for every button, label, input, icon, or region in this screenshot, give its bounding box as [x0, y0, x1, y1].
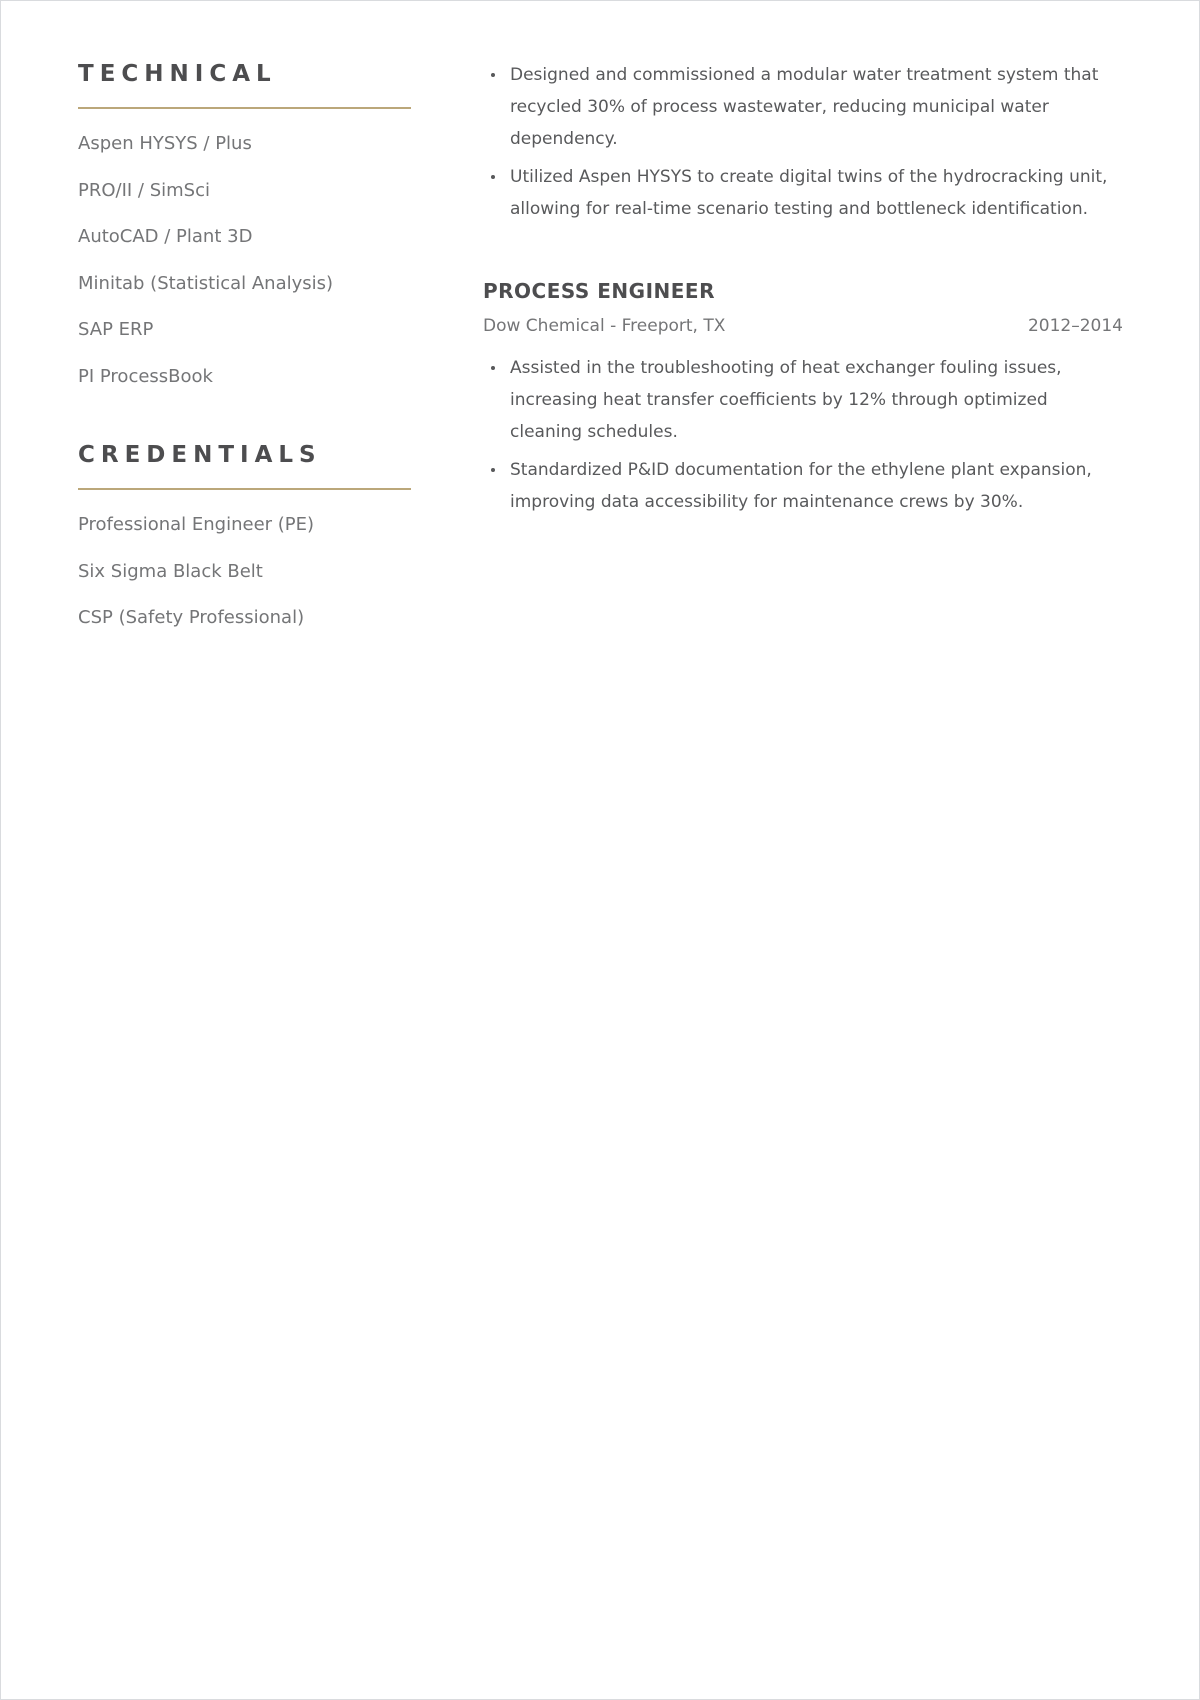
credentials-list [78, 512, 411, 631]
experience-bullet: Standardized P&ID documentation for the ethylene plant expansion, improving data accessibility for maintenance crews by 30%. [483, 454, 1123, 518]
technical-item: Minitab (Statistical Analysis) [78, 272, 334, 294]
job-bullet-list [483, 352, 1123, 518]
credential-item: CSP (Safety Professional) [78, 607, 305, 628]
technical-item: Aspen HYSYS / Plus [78, 133, 252, 154]
credentials-section [78, 440, 411, 631]
job-dates: 2012–2014 [1027, 316, 1123, 336]
technical-item: SAP ERP [78, 319, 154, 340]
sidebar [78, 59, 411, 652]
technical-heading: TECHNICAL [78, 61, 277, 87]
technical-section [78, 59, 411, 390]
technical-item: PRO/II / SimSci [78, 179, 211, 201]
technical-item: PI ProcessBook [78, 365, 213, 387]
continued-bullet-list [483, 59, 1123, 225]
experience-bullet: Utilized Aspen HYSYS to create digital twins of the hydrocracking unit, allowing for real-time scenario testing and bottleneck identification. [483, 161, 1123, 225]
experience-column [483, 59, 1123, 524]
credentials-heading: CREDENTIALS [78, 442, 322, 468]
section-spacer [78, 410, 411, 440]
job-meta [483, 314, 1123, 338]
job-title: PROCESS ENGINEER [483, 279, 715, 303]
experience-bullet: Assisted in the troubleshooting of heat exchanger fouling issues, increasing heat transfer coefficients by 12% through optimized cleaning schedules. [483, 352, 1123, 448]
job-entry [483, 277, 1123, 518]
technical-divider [78, 107, 411, 109]
credentials-divider [78, 488, 411, 490]
technical-item: AutoCAD / Plant 3D [78, 226, 253, 247]
credential-item: Professional Engineer (PE) [78, 514, 315, 535]
credential-item: Six Sigma Black Belt [78, 560, 263, 582]
job-company: Dow Chemical - Freeport, TX [483, 316, 726, 336]
technical-list [78, 131, 411, 390]
experience-bullet: Designed and commissioned a modular water treatment system that recycled 30% of process wastewater, reducing municipal water dependency. [483, 59, 1123, 155]
